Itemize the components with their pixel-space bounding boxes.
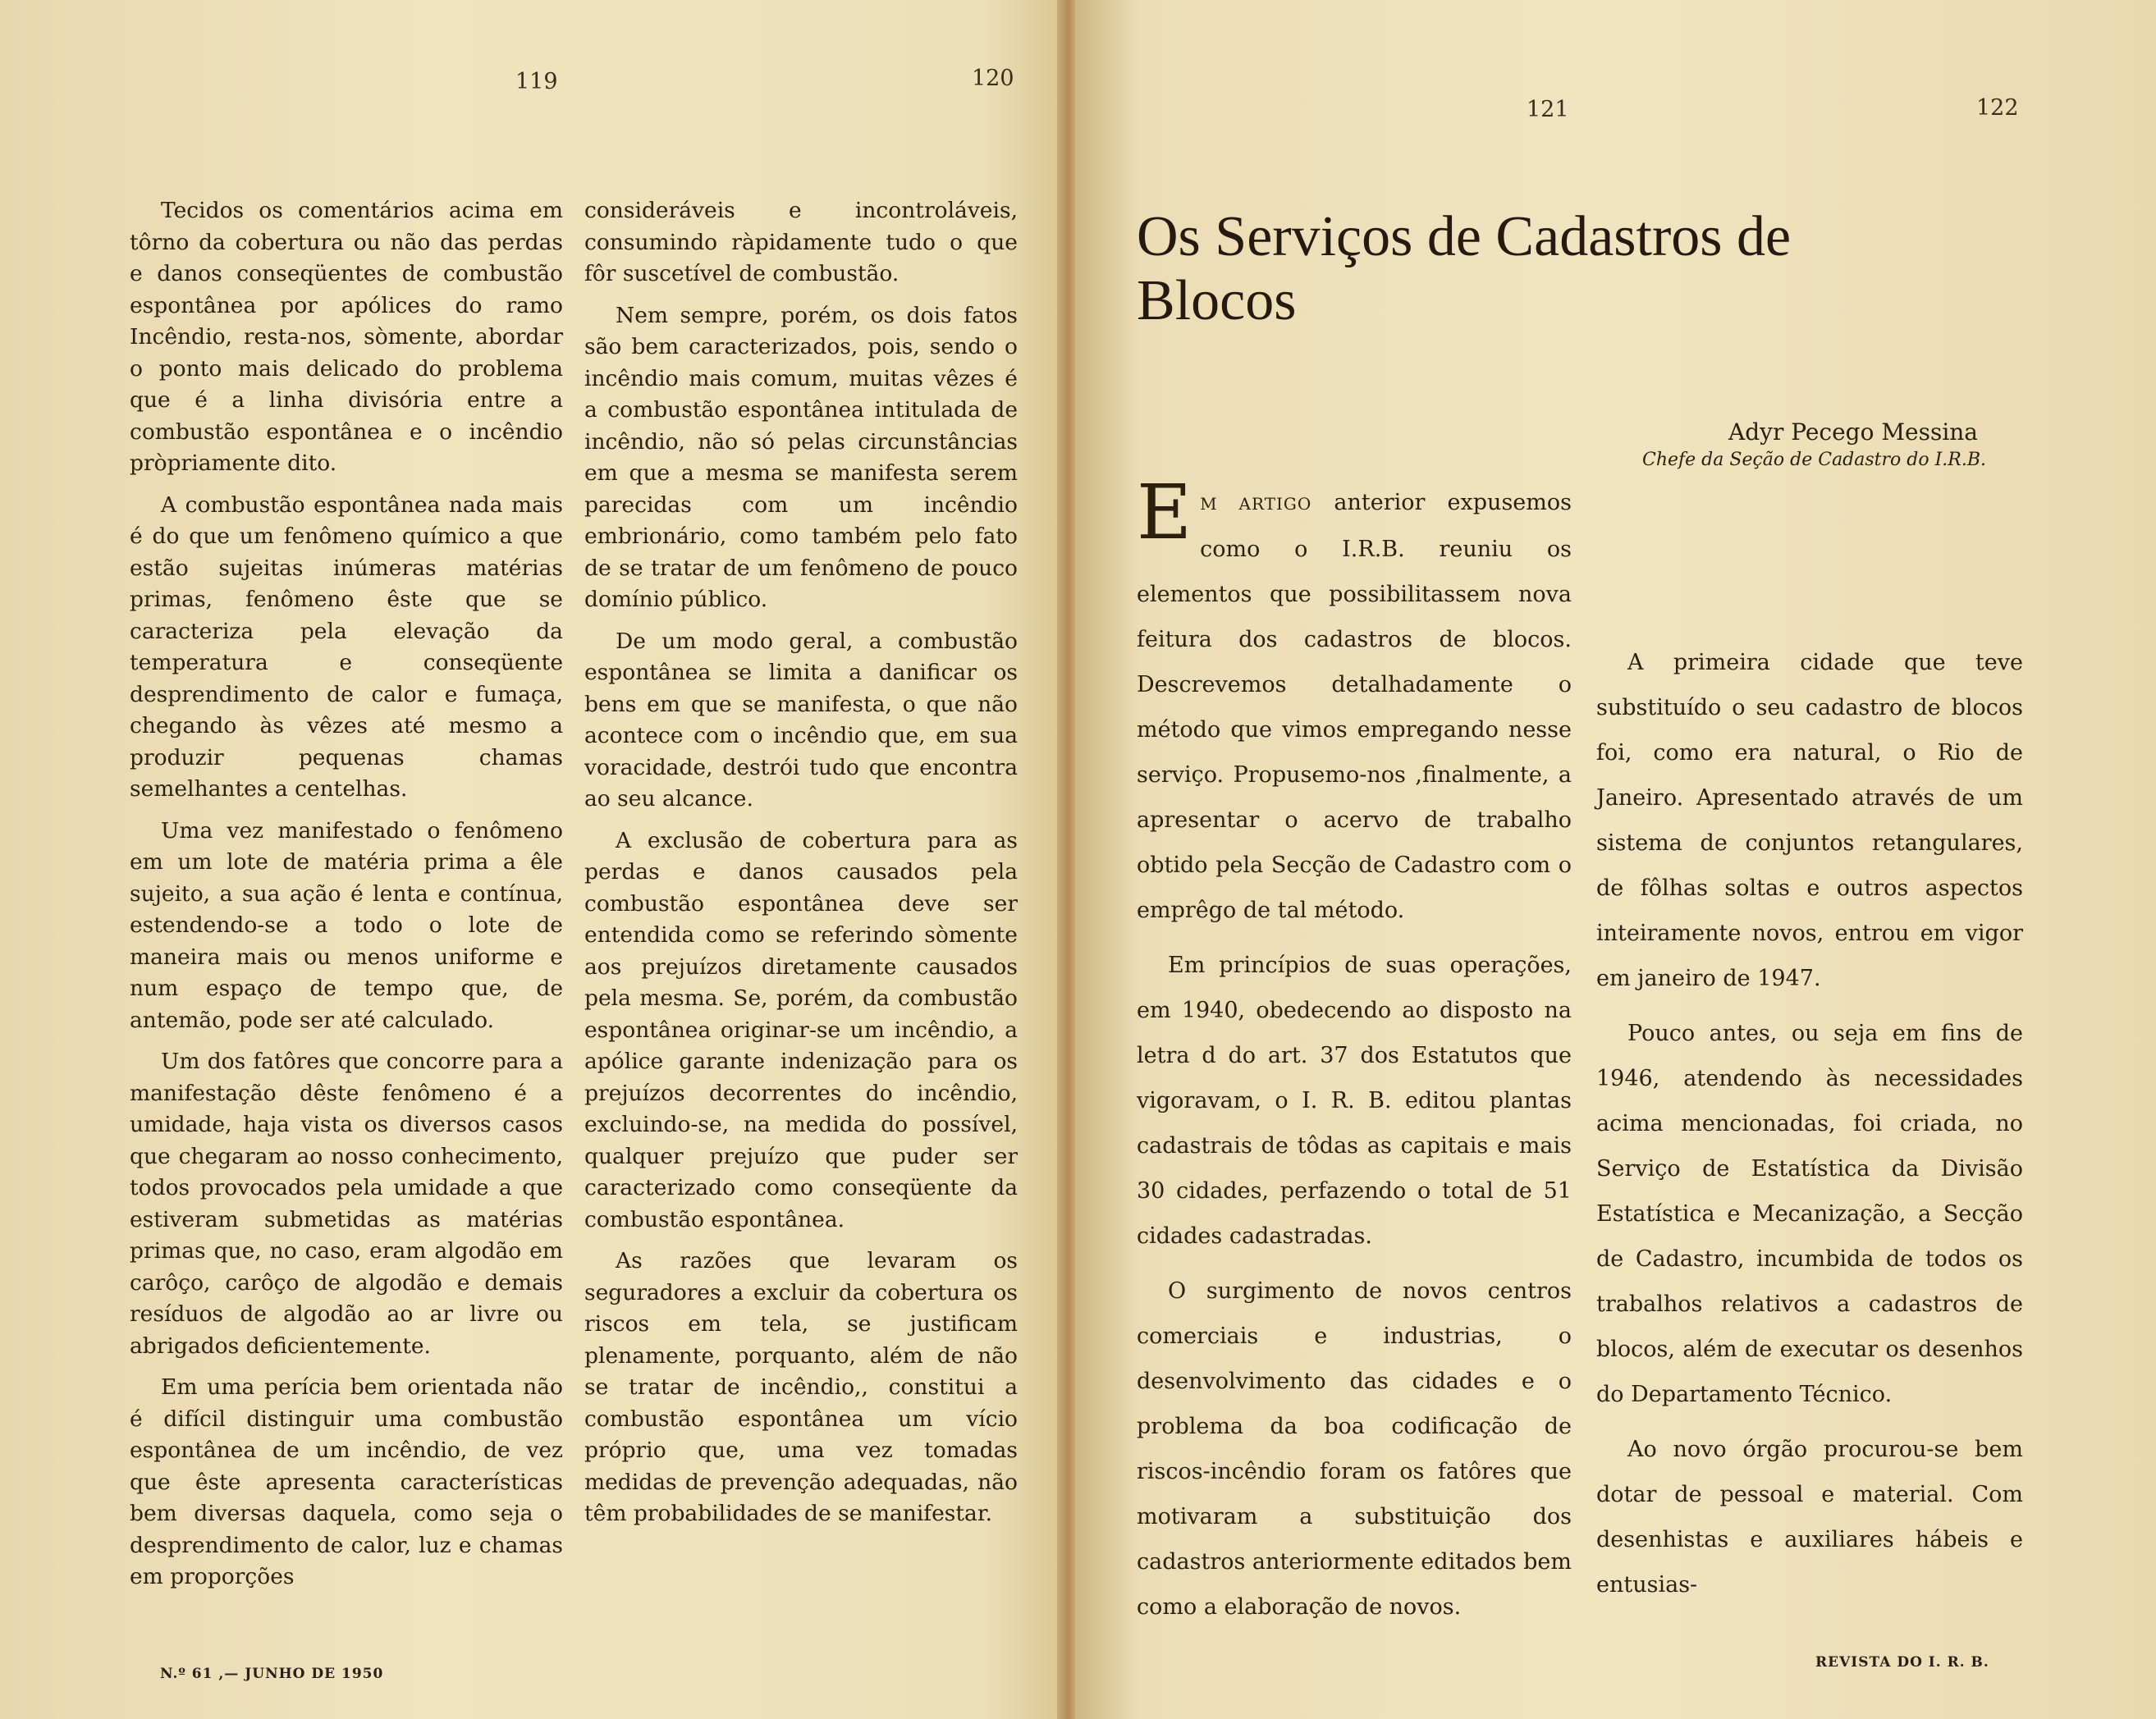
first-paragraph — [1137, 469, 1572, 933]
paragraph: A exclusão de cobertura para as perdas e danos causados pela combustão espontânea deve ser entendida como se referindo sòmente aos prejuízos diretamente causados pela mesma. Se, porém, da combustão espontânea originar-se um incêndio, a apólice garante indenização para os prejuízos decorrentes do incêndio, excluindo-se, na medida do possível, qualquer prejuízo que puder ser caracterizado como conseqüente da combustão espontânea. — [584, 827, 1018, 1232]
drop-cap: E — [1137, 469, 1192, 556]
paragraph: Em princípios de suas operações, em 1940, obedecendo ao disposto na letra d do art. 37 dos Estatutos que vigoravam, o I. R. B. editou plantas cadastrais de tôdas as capitais e mais 30 cidades, perfazendo o total de 51 cidades cadastradas. — [1137, 953, 1572, 1249]
paragraph: O surgimento de novos centros comerciais e industrias, o desenvolvimento das cidades e o problema da boa codificação de riscos-incêndio foram os fatôres que motivaram a substituição dos cadastros anteriormente editados bem como a elaboração de novos. — [1137, 1278, 1572, 1620]
footer-issue-date: N.º 61 ,— JUNHO DE 1950 — [160, 1666, 384, 1682]
author-role: Chefe da Seção de Cadastro do I.R.B. — [1642, 450, 1986, 470]
paragraph: Pouco antes, ou seja em fins de 1946, atendendo às necessidades acima mencionadas, foi criada, no Serviço de Estatística da Divisão Estatística e Mecanização, a Secção de Cadastro, incumbida de todos os trabalhos relativos a cadastros de blocos, além de executar os desenhos do Departamento Técnico. — [1596, 1021, 2023, 1407]
lead-in: M ARTIGO — [1200, 494, 1312, 514]
paragraph: Uma vez manifestado o fenômeno em um lote de matéria prima a êle sujeito, a sua ação é lenta e contínua, estendendo-se a todo o lote de maneira mais ou menos uniforme e num espaço de tempo que, de antemão, pode ser até calculado. — [130, 817, 563, 1033]
column-page-121 — [1137, 469, 1572, 1639]
paragraph: Tecidos os comentários acima em tôrno da cobertura ou não das perdas e danos conseqüentes de combustão espontânea por apólices do ramo Incêndio, resta-nos, sòmente, abordar o ponto mais delicado do problema que é a linha divisória entre a combustão espontânea e o incêndio pròpriamente dito. — [130, 198, 563, 476]
paragraph: De um modo geral, a combustão espontânea se limita a danificar os bens em que se manifesta, o que não acontece com o incêndio que, em sua voracidade, destrói tudo que encontra ao seu alcance. — [584, 628, 1018, 811]
paragraph: Ao novo órgão procurou-se bem dotar de pessoal e material. Com desenhistas e auxiliares hábeis e entusias- — [1596, 1437, 2023, 1598]
footer-journal-name: REVISTA DO I. R. B. — [1815, 1654, 1989, 1671]
paragraph: Nem sempre, porém, os dois fatos são bem caracterizados, pois, sendo o incêndio mais comum, muitas vêzes é a combustão espontânea intitulada de incêndio, não só pelas circunstâncias em que a mesma se manifesta serem parecidas com um incêndio embrionário, como também pelo fato de se tratar de um fenômeno de pouco domínio público. — [584, 302, 1018, 612]
paragraph-text: anterior expusemos como o I.R.B. reuniu os elementos que possibilitassem nova feitura dos cadastros de blocos. Descrevemos detalhadamente o método que vimos empregando nesse serviço. Propusemo-nos ,finalmente, a apresentar o acervo de trabalho obtido pela Secção de Cadastro com o emprêgo de tal método. — [1137, 490, 1572, 923]
column-page-119 — [130, 195, 563, 1603]
column-page-122 — [1596, 640, 2023, 1617]
page-number-122: 122 — [1976, 95, 2019, 121]
paragraph: Um dos fatôres que concorre para a manifestação dêste fenômeno é a umidade, haja vista os diversos casos que chegaram ao nosso conhecimento, todos provocados pela umidade a que estiveram submetidas as matérias primas que, no caso, eram algodão em carôço, carôço de algodão e demais resíduos de algodão ao ar livre ou abrigados deficientemente. — [130, 1049, 563, 1359]
paragraph: consideráveis e incontroláveis, consumindo ràpidamente tudo o que fôr suscetível de combustão. — [584, 198, 1018, 286]
column-page-120 — [584, 195, 1018, 1540]
article-author: Adyr Pecego Messina — [1728, 418, 1978, 446]
paragraph: As razões que levaram os seguradores a excluir da cobertura os riscos em tela, se justificam plenamente, porquanto, além de não se tratar de incêndio,, constitui a combustão espontânea um vício próprio que, uma vez tomadas medidas de prevenção adequadas, não têm probabilidades de se manifestar. — [584, 1248, 1018, 1526]
left-page — [0, 0, 1067, 1719]
paragraph: Em uma perícia bem orientada não é difícil distinguir uma combustão espontânea de um incêndio, de vez que êste apresenta características bem diversas daquela, como seja o desprendimento de calor, luz e chamas em proporções — [130, 1374, 563, 1589]
page-number-121: 121 — [1527, 97, 1569, 122]
page-number-119: 119 — [515, 69, 558, 94]
paragraph: A primeira cidade que teve substituído o seu cadastro de blocos foi, como era natural, o Rio de Janeiro. Apresentado através de um sistema de conjuntos retangulares, de fôlhas soltas e outros aspectos inteiramente novos, entrou em vigor em janeiro de 1947. — [1596, 650, 2023, 991]
paragraph: A combustão espontânea nada mais é do que um fenômeno químico a que estão sujeitas inúmeras matérias primas, fenômeno êste que se caracteriza pela elevação da temperatura e conseqüente desprendimento de calor e fumaça, chegando às vêzes até mesmo a produzir pequenas chamas semelhantes a centelhas. — [130, 491, 563, 802]
article-title: Os Serviços de Cadastros de Blocos — [1137, 205, 1792, 332]
page-number-120: 120 — [972, 66, 1014, 91]
